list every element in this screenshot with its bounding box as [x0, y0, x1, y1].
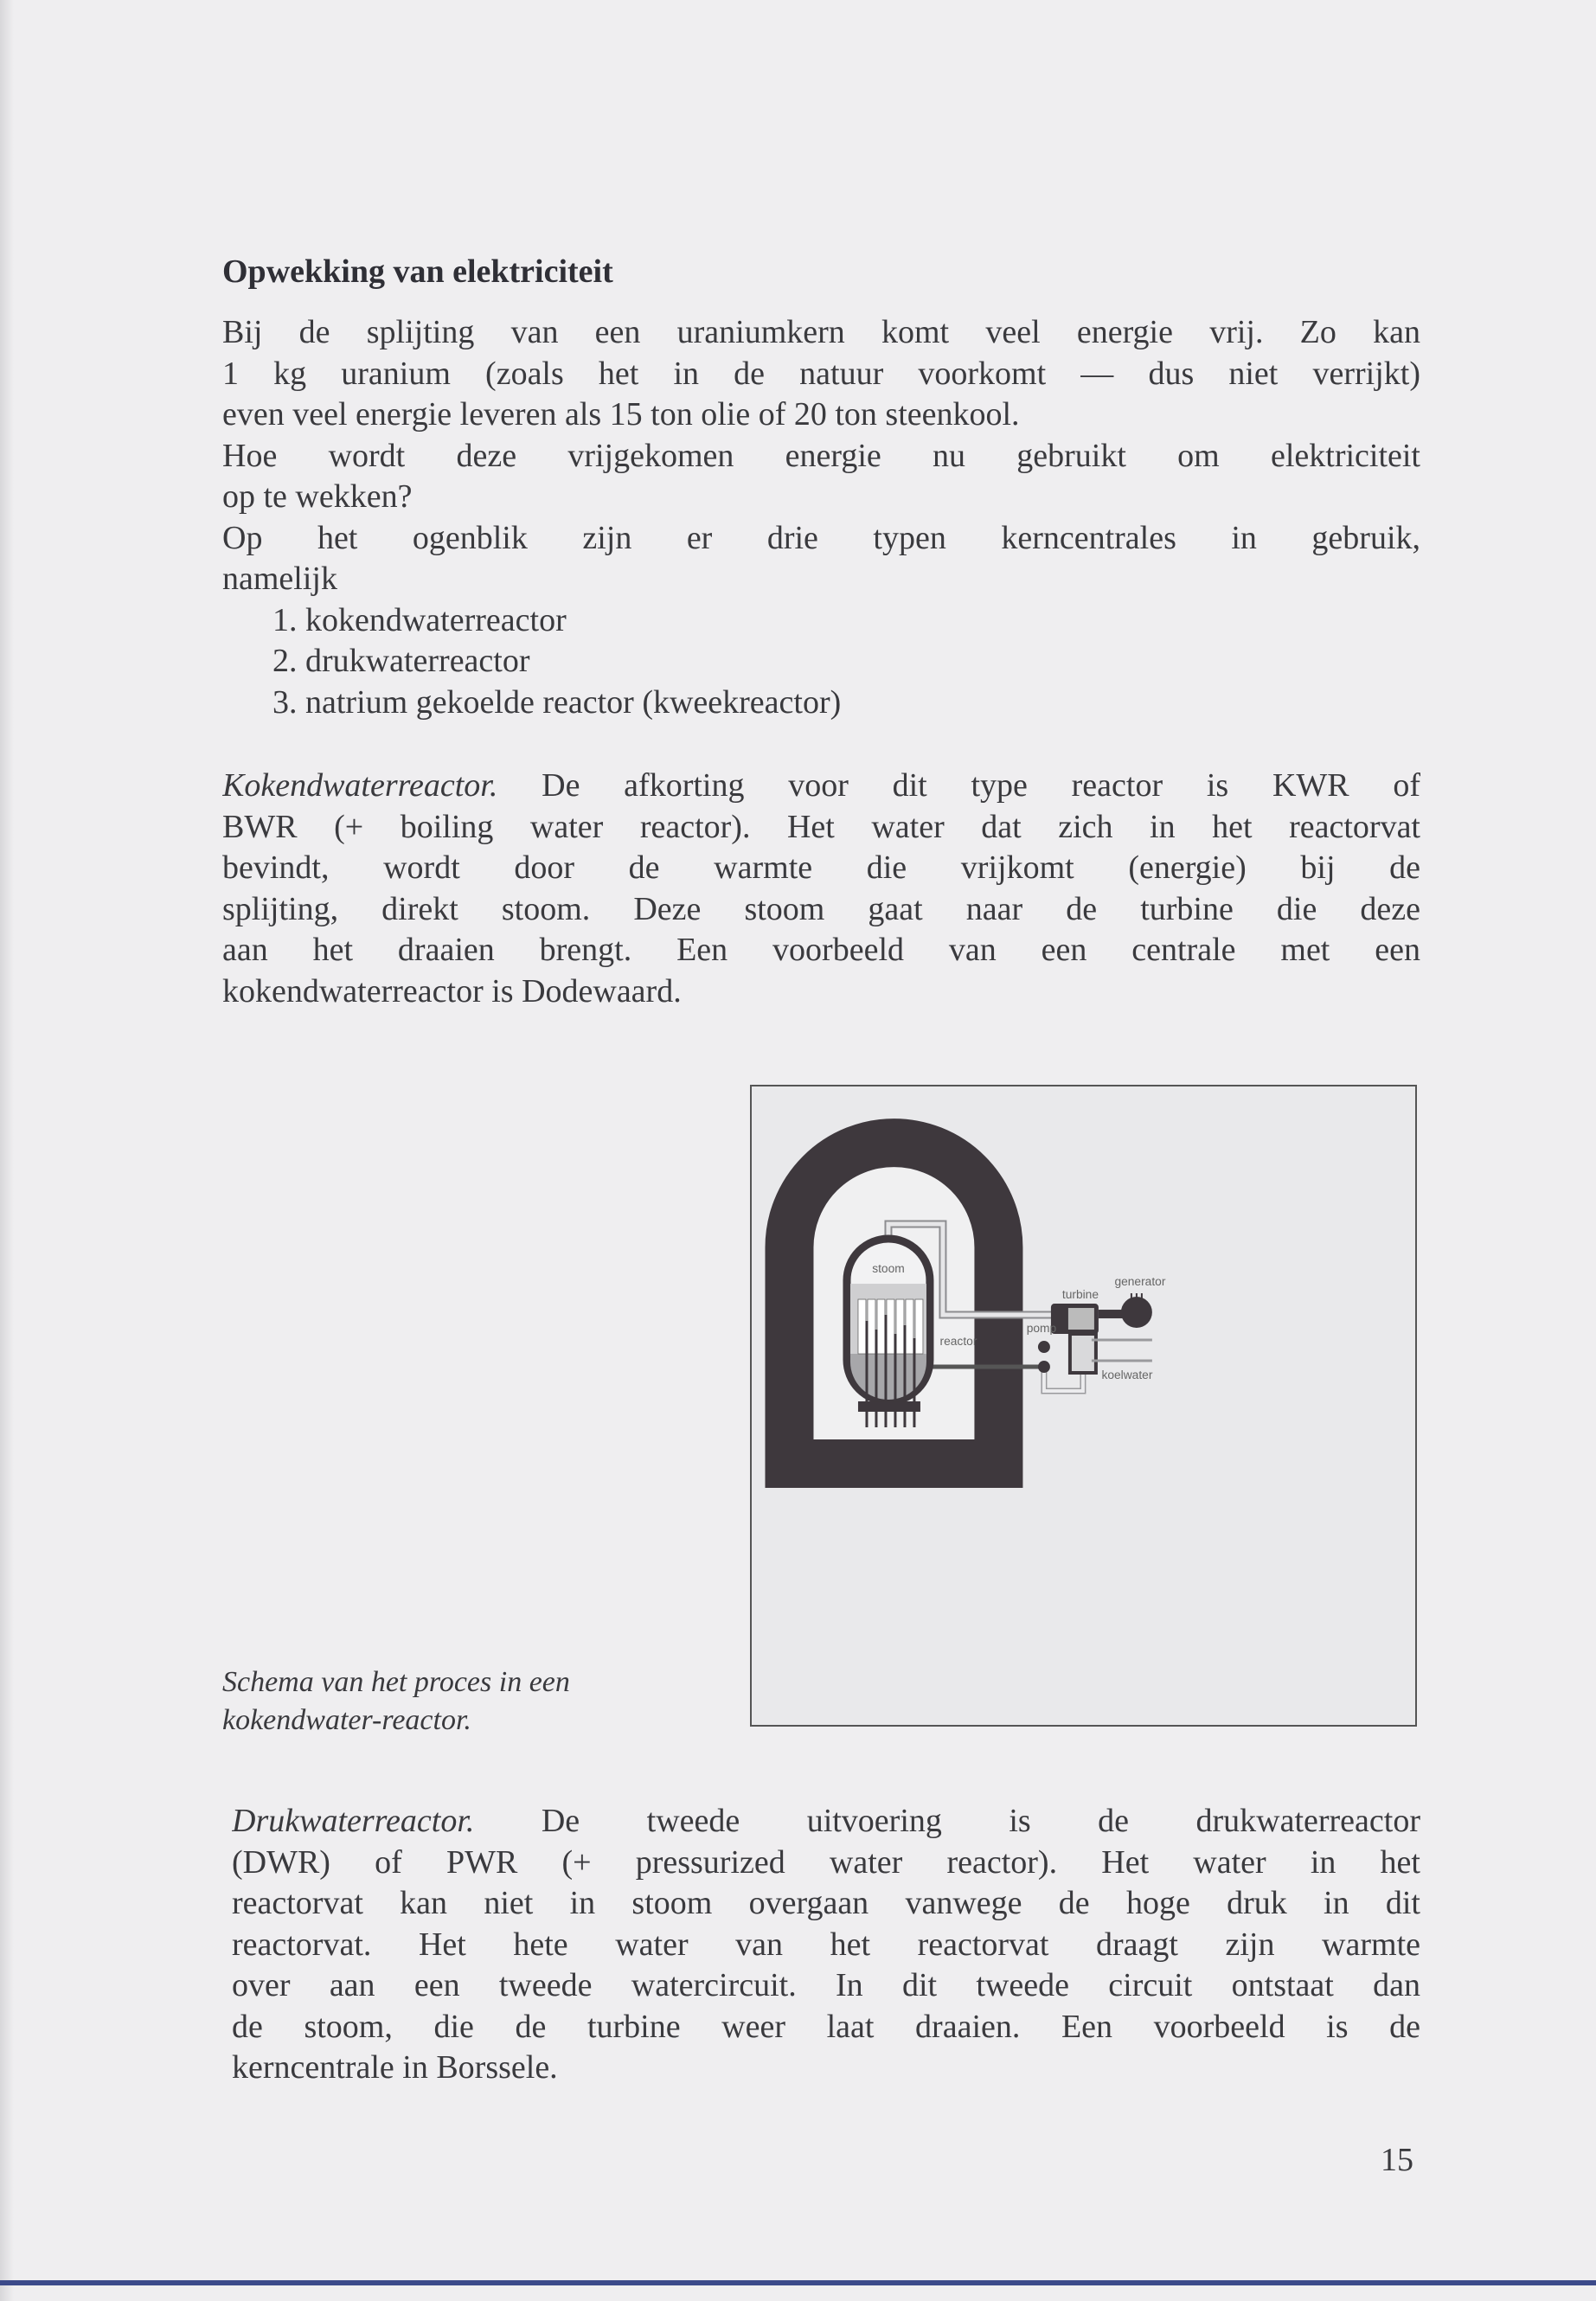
kwr-paragraph — [222, 766, 1420, 1012]
text-line: even veel energie leveren als 15 ton olie of 20 ton steenkool. — [222, 396, 1020, 433]
page-edge-shadow — [0, 0, 14, 2301]
text-line: kokendwaterreactor is Dodewaard. — [222, 972, 682, 1009]
cooling-water-lines — [1092, 1340, 1152, 1361]
bottom-rule — [0, 2280, 1596, 2285]
text-line: aan het draaien brengt. Een voorbeeld van een centrale met een — [222, 932, 1420, 968]
list-item: 1. kokendwaterreactor — [272, 601, 567, 638]
generator — [1121, 1297, 1152, 1328]
text-line: Op het ogenblik zijn er drie typen kerncentrales in gebruik, — [222, 519, 1420, 556]
label-turbine: turbine — [1061, 1288, 1099, 1302]
list-item: 3. natrium gekoelde reactor (kweekreactor) — [272, 683, 842, 721]
text-line: (DWR) of PWR (+ pressurized water reactor). Het water in het — [232, 1843, 1420, 1881]
caption-line: Schema van het proces in een — [222, 1666, 570, 1698]
text-line: 1 kg uranium (zoals het in de natuur voorkomt — dus niet verrijkt) — [222, 355, 1420, 392]
text-line: BWR (+ boiling water reactor). Het water dat zich in het reactorvat — [222, 808, 1420, 845]
text-line — [232, 1801, 1420, 1843]
diagram-drawing — [746, 1083, 1438, 1740]
text-line: op te wekken? — [222, 478, 413, 515]
page-number: 15 — [1381, 2142, 1413, 2178]
text-span: De tweede uitvoering is de drukwaterreactor — [474, 1803, 1420, 1839]
intro-paragraph — [222, 312, 1420, 723]
label-cooling-water: koelwater — [1101, 1368, 1153, 1382]
text-line: over aan een tweede watercircuit. In dit tweede circuit ontstaat dan — [232, 1967, 1420, 2003]
text-line: bevindt, wordt door de warmte die vrijkomt (energie) bij de — [222, 849, 1420, 886]
text-line: Bij de splijting van een uraniumkern komt veel energie vrij. Zo kan — [222, 314, 1420, 350]
list-item: 2. drukwaterreactor — [272, 643, 530, 679]
text-span: De afkorting voor dit type reactor is KWR of — [497, 767, 1420, 804]
label-generator: generator — [1114, 1275, 1166, 1289]
text-line — [222, 766, 1420, 807]
caption-line: kokendwater-reactor. — [222, 1704, 471, 1736]
label-steam: stoom — [872, 1262, 905, 1276]
section-heading: Opwekking van elektriciteit — [222, 253, 613, 290]
pump — [1038, 1341, 1050, 1353]
text-line: splijting, direkt stoom. Deze stoom gaat naar de turbine die deze — [222, 890, 1420, 927]
text-line: de stoom, die de turbine weer laat draaien. Een voorbeeld is de — [232, 2008, 1420, 2045]
text-line: reactorvat. Het hete water van het reactorvat draagt zijn warmte — [232, 1926, 1420, 1963]
text-line: reactorvat kan niet in stoom overgaan vanwege de hoge druk in dit — [232, 1885, 1420, 1921]
label-pump: pomp — [1026, 1322, 1057, 1336]
bwr-diagram — [750, 1085, 1417, 1727]
text-line: Hoe wordt deze vrijgekomen energie nu gebruikt om elektriciteit — [222, 437, 1420, 474]
term: Kokendwaterreactor. — [222, 767, 498, 804]
label-reactor: reactor — [939, 1335, 977, 1349]
term: Drukwaterreactor. — [232, 1803, 475, 1839]
dwr-paragraph — [232, 1801, 1420, 2089]
text-line: namelijk — [222, 561, 337, 597]
figure-caption — [222, 1663, 570, 1740]
text-line: kerncentrale in Borssele. — [232, 2049, 558, 2086]
